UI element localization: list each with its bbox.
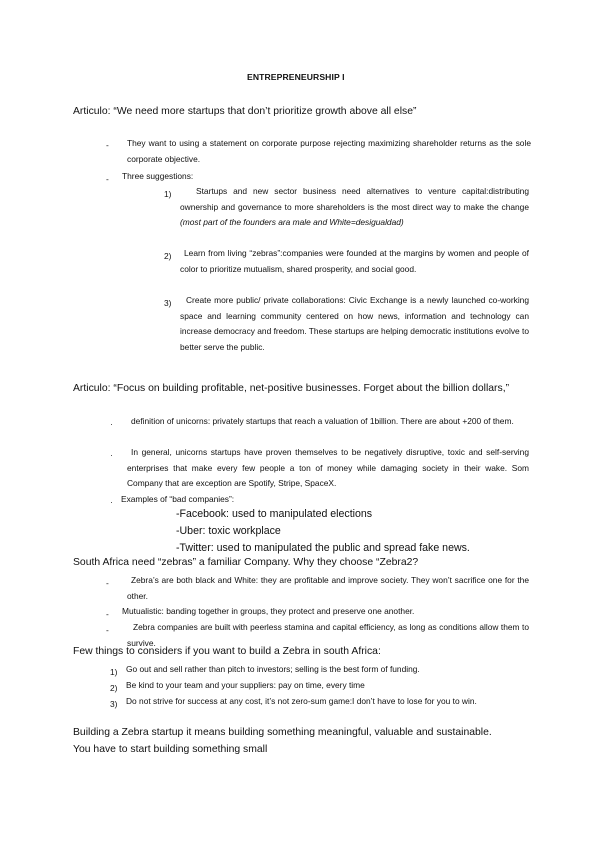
bullet-marker: -	[106, 578, 109, 588]
suggestion-1-note: (most part of the founders ara male and White=desigualdad)	[180, 217, 404, 227]
bullet-marker: -	[106, 174, 109, 184]
tips-heading: Few things to considers if you want to build a Zebra in south Africa:	[73, 646, 381, 657]
bullet-marker: -	[106, 140, 109, 150]
example-twitter: -Twitter: used to manipulated the public and spread fake news.	[176, 542, 470, 554]
closing-line-2: You have to start building something small	[73, 744, 268, 755]
closing-line-1: Building a Zebra startup it means building something meaningful, valuable and sustainable.	[73, 727, 492, 738]
zebra-bullet-3: Zebra companies are built with peerless stamina and capital efficiency, as long as conditions allow them to survive.	[127, 622, 529, 648]
tip-3: Do not strive for success at any cost, it’s not zero-sum game:I don’t have to lose for you to win.	[126, 696, 477, 706]
zebra-bullet-2: Mutualistic: banding together in groups, they protect and preserve one another.	[122, 606, 415, 616]
dot-marker: ·	[110, 419, 113, 429]
tip-number: 1)	[110, 667, 118, 677]
suggestion-1-text: Startups and new sector business need alternatives to venture capital:distributing ownership and governance to more shareholders is the most direct way to make the change	[180, 186, 529, 212]
suggestion-number: 2)	[164, 251, 172, 261]
dot-marker: ·	[110, 450, 113, 460]
suggestion-1	[180, 184, 529, 231]
article-2-bullet-2: In general, unicorns startups have proven themselves to be negatively disruptive, toxic and self-serving enterprises that make every few people a ton of money while damaging society in their wake. Som Company that are exception are Spotify, Stripe, SpaceX.	[127, 447, 529, 488]
tip-number: 3)	[110, 699, 118, 709]
bullet-marker: -	[106, 625, 109, 635]
tip-number: 2)	[110, 683, 118, 693]
article-1-bullet-1: They want to using a statement on corporate purpose rejecting maximizing shareholder returns as the sole corporate objective.	[127, 138, 531, 164]
zebra-bullet-1: Zebra’s are both black and White: they are profitable and improve society. They won’t sacrifice one for the other.	[127, 575, 529, 601]
tip-2: Be kind to your team and your suppliers: pay on time, every time	[126, 680, 365, 690]
document-title: ENTREPRENEURSHIP I	[247, 72, 345, 82]
zebra-heading: South Africa need “zebras” a familiar Company. Why they choose “Zebra2?	[73, 557, 419, 568]
example-uber: -Uber: toxic workplace	[176, 525, 281, 537]
example-facebook: -Facebook: used to manipulated elections	[176, 508, 373, 520]
tip-1: Go out and sell rather than pitch to investors; selling is the best form of funding.	[126, 664, 420, 674]
suggestion-number: 1)	[164, 189, 172, 199]
article-1-heading: Articulo: “We need more startups that don’t prioritize growth above all else”	[73, 106, 417, 117]
bullet-marker: -	[106, 609, 109, 619]
suggestion-2: Learn from living “zebras”:companies were founded at the margins by women and people of color to prioritize mutualism, shared prosperity, and social good.	[180, 248, 529, 274]
article-1-bullet-2: Three suggestions:	[122, 171, 194, 181]
dot-marker: ·	[110, 497, 113, 507]
suggestion-3: Create more public/ private collaborations: Civic Exchange is a newly launched co-working space and learning community centered on how news, information and technology can increase democracy and freedom. These startups are helping democratic institutions evolve to better serve the public.	[180, 295, 529, 352]
article-2-heading: Articulo: “Focus on building profitable, net-positive businesses. Forget about the billion dollars,”	[73, 383, 510, 394]
article-2-bullet-1: definition of unicorns: privately startups that reach a valuation of 1billion. There are about +200 of them.	[131, 416, 514, 426]
article-2-bullet-3: Examples of “bad companies”:	[121, 494, 235, 504]
suggestion-number: 3)	[164, 298, 172, 308]
